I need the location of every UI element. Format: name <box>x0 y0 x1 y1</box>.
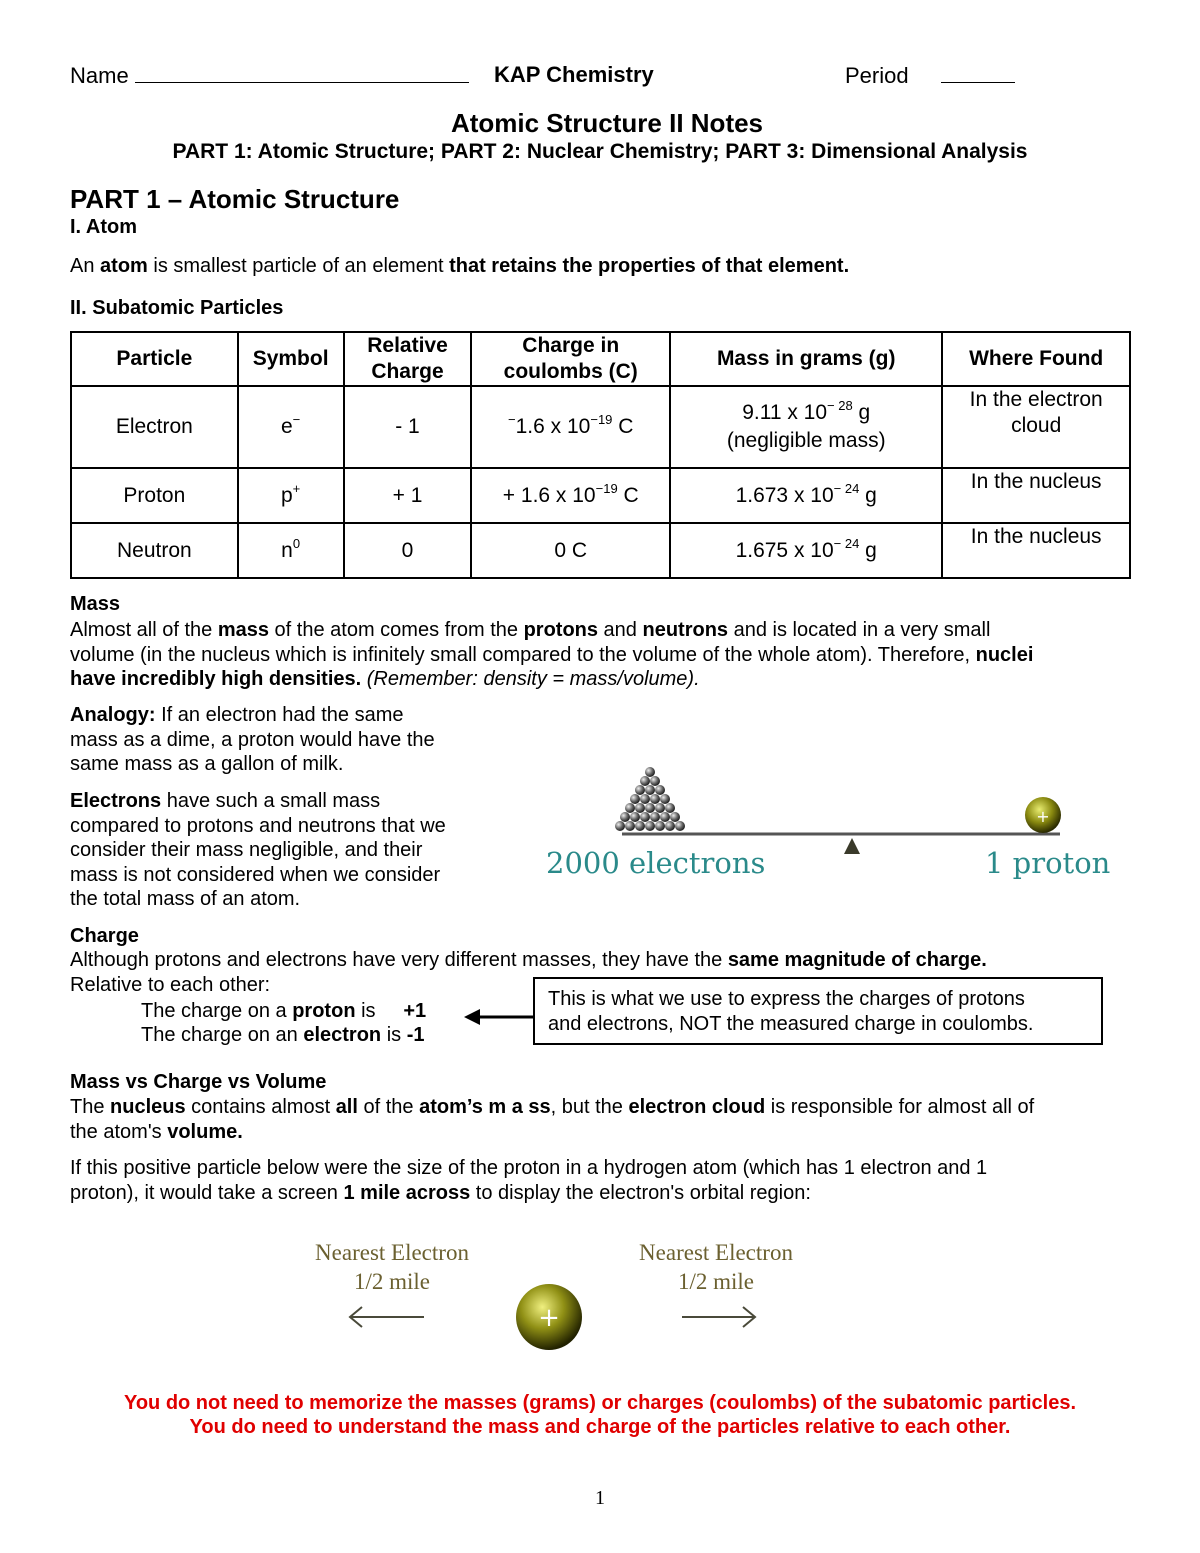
electron-ball <box>665 821 675 831</box>
col-header: Particle <box>71 332 238 386</box>
electron-charge-line: The charge on an electron is -1 <box>141 1024 425 1046</box>
where-found-cell: In the nucleus <box>942 523 1130 578</box>
electron-ball <box>640 794 650 804</box>
subatomic-heading: II. Subatomic Particles <box>70 297 284 319</box>
electron-ball <box>655 821 665 831</box>
electron-ball <box>645 785 655 795</box>
relative-charge-cell: 0 <box>344 523 472 578</box>
mass-cell: 9.11 x $10^{- 28}$ g (negligible mass) <box>670 386 942 468</box>
proton-charge-line: The charge on a proton is +1 <box>141 1000 427 1022</box>
electron-pile-icon <box>615 767 685 831</box>
col-header: Relative Charge <box>344 332 472 386</box>
electrons-paragraph: Electrons have such a small mass compared to protons and neutrons that we consider their mass negligible, and their mass is not considered when we consider the total mass of an atom. <box>70 790 446 910</box>
electron-ball <box>650 812 660 822</box>
nearest-left-label: Nearest Electron 1/2 mile <box>315 1240 469 1294</box>
electron-ball <box>650 794 660 804</box>
coulomb-cell: + 1.6 x $10^{-19}$ C <box>471 468 670 523</box>
electron-ball <box>660 812 670 822</box>
electron-ball <box>645 767 655 777</box>
electron-ball <box>635 803 645 813</box>
name-label: Name <box>70 63 129 88</box>
symbol-cell: e− <box>238 386 344 468</box>
charge-paragraph: Although protons and electrons have very different masses, they have the same magnitude of charge. Relative to each other: <box>70 949 987 996</box>
page-title: Atomic Structure II Notes <box>450 108 764 138</box>
electron-ball <box>675 821 685 831</box>
electron-ball <box>665 803 675 813</box>
page-number: 1 <box>595 1487 605 1509</box>
part1-heading: PART 1 – Atomic Structure <box>70 184 400 214</box>
electron-ball <box>625 803 635 813</box>
col-header: Symbol <box>238 332 344 386</box>
electron-ball <box>630 794 640 804</box>
mass-cell: 1.675 x $10^{- 24}$ g <box>670 523 942 578</box>
symbol-cell: p+ <box>238 468 344 523</box>
note-line-1: You do not need to memorize the masses (grams) or charges (coulombs) of the subatomic particles. <box>123 1392 1077 1414</box>
proton-plus: + <box>538 1303 560 1333</box>
electron-ball <box>635 785 645 795</box>
electron-ball <box>635 821 645 831</box>
electron-ball <box>655 785 665 795</box>
arrow-left-icon <box>350 1307 424 1327</box>
where-found-cell: In the nucleus <box>942 468 1130 523</box>
coulomb-cell: −1.6 x $10^{-19}$ C <box>471 386 670 468</box>
proton-plus: + <box>1036 807 1050 826</box>
table-row <box>71 386 1130 468</box>
fulcrum-icon <box>844 838 860 854</box>
name-blank[interactable] <box>135 62 469 83</box>
period-blank[interactable] <box>941 62 1015 83</box>
note-line-2: You do need to understand the mass and charge of the particles relative to each other. <box>189 1416 1011 1438</box>
symbol-cell: $n^0$ <box>238 523 344 578</box>
electrons-label: 2000 electrons <box>546 846 766 880</box>
col-header: Charge in coulombs (C) <box>471 332 670 386</box>
arrow-right-icon <box>682 1307 755 1327</box>
electron-ball <box>640 776 650 786</box>
electron-ball <box>620 812 630 822</box>
relative-charge-cell: - 1 <box>344 386 472 468</box>
proton-label: 1 proton <box>985 846 1111 880</box>
electron-ball <box>645 821 655 831</box>
page-subtitle: PART 1: Atomic Structure; PART 2: Nuclear Chemistry; PART 3: Dimensional Analysis <box>172 140 1028 163</box>
mcv-heading: Mass vs Charge vs Volume <box>70 1071 327 1093</box>
atom-definition: An atom is smallest particle of an element that retains the properties of that element. <box>70 255 850 277</box>
mass-heading: Mass <box>70 593 121 615</box>
electron-ball <box>650 776 660 786</box>
hydrogen-illustration <box>340 1280 770 1350</box>
mass-cell: 1.673 x $10^{- 24}$ g <box>670 468 942 523</box>
nearest-right-label: Nearest Electron 1/2 mile <box>639 1240 793 1294</box>
electron-ball <box>645 803 655 813</box>
table-row <box>71 468 1130 523</box>
coulomb-cell: 0 C <box>471 523 670 578</box>
particle-cell: Electron <box>71 386 238 468</box>
col-header: Where Found <box>942 332 1130 386</box>
table-row <box>71 523 1130 578</box>
orbital-paragraph: If this positive particle below were the size of the proton in a hydrogen atom (which has 1 electron and 1 proton), it would take a screen 1 mile across to display the electron's orbital region: <box>70 1157 988 1204</box>
relative-charge-cell: + 1 <box>344 468 472 523</box>
electron-ball <box>625 821 635 831</box>
arrow-left-icon <box>462 1006 536 1028</box>
particle-cell: Neutron <box>71 523 238 578</box>
course-title: KAP Chemistry <box>494 62 654 87</box>
electron-ball <box>630 812 640 822</box>
name-field[interactable] <box>70 62 469 89</box>
particle-cell: Proton <box>71 468 238 523</box>
table-header-row <box>71 332 1130 386</box>
electron-ball <box>615 821 625 831</box>
charge-heading: Charge <box>70 925 139 947</box>
analogy-paragraph: Analogy: If an electron had the same mass as a dime, a proton would have the same mass as a gallon of milk. <box>70 704 435 775</box>
col-header: Mass in grams (g) <box>670 332 942 386</box>
period-label: Period <box>845 63 909 88</box>
electron-ball <box>640 812 650 822</box>
subatomic-table <box>70 331 1131 579</box>
mcv-paragraph: The nucleus contains almost all of the atom’s m a ss, but the electron cloud is responsible for almost all of the atom's volume. <box>70 1096 1035 1143</box>
electron-ball <box>655 803 665 813</box>
electron-ball <box>670 812 680 822</box>
atom-heading: I. Atom <box>70 216 138 238</box>
mass-paragraph: Almost all of the mass of the atom comes from the protons and neutrons and is located in a very small volume (in the nucleus which is infinitely small compared to the volume of the whole atom). Therefore, nuclei have incredibly high densities. (Remember: density = mass/volume). <box>70 619 1034 690</box>
callout-box: This is what we use to express the charges of protons and electrons, NOT the measured charge in coulombs. <box>533 977 1103 1045</box>
period-field[interactable] <box>845 62 1015 89</box>
where-found-cell: In the electron cloud <box>942 386 1130 468</box>
electron-ball <box>660 794 670 804</box>
